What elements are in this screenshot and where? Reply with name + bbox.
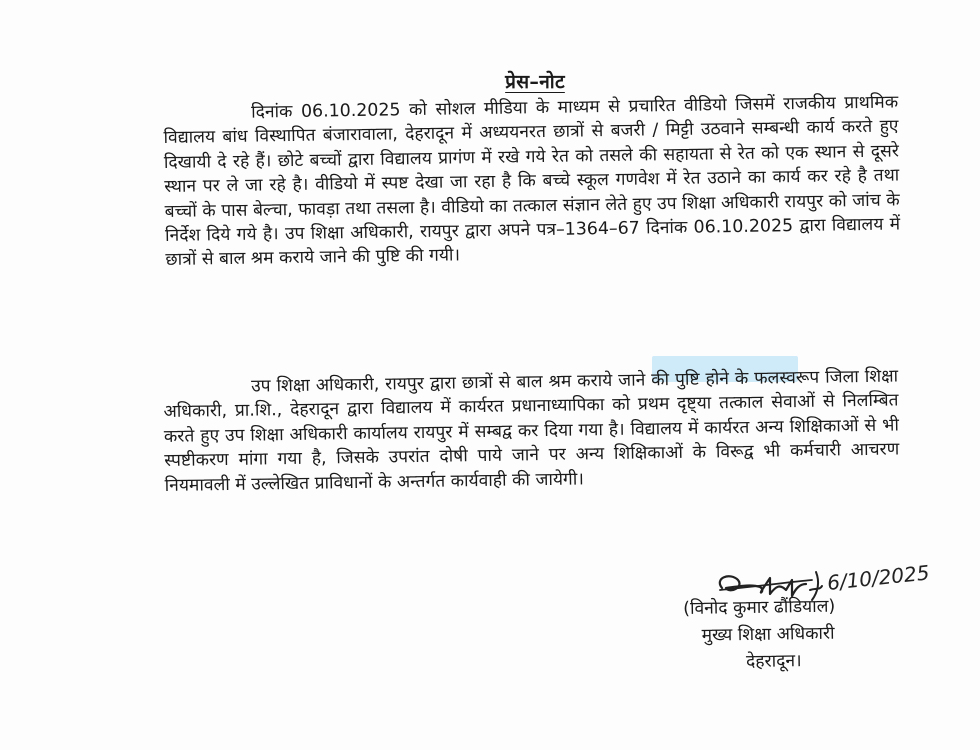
paragraph-1: दिनांक 06.10.2025 को सोशल मीडिया के माध्यम से प्रचारित वीडियो जिसमें राजकीय प्राथमिक विद्यालय बांध विस्थापित बंजारावाला, देहरादून में अध्ययनरत छात्रों से बजरी / मिट्टी उठवाने सम्बन्धी कार्य करते हुए दिखायी दे रहे हैं। छोटे बच्चों द्वारा विद्यालय प्रागंण में रखे गये रेत को तसले की सहायता से रेत को एक स्थान से दूसरे स्थान पर ले जा रहे है। वीडियो में स्पष्ट देखा जा रहा है कि बच्चे स्कूल गणवेश में रेत उठाने का कार्य कर रहे है तथा बच्चों के पास बेल्चा, फावड़ा तथा तसला है। वीडियो का तत्काल संज्ञान लेते हुए उप शिक्षा अधिकारी रायपुर को जांच के निर्देश दिये गये है। उप शिक्षा अधिकारी, रायपुर द्वारा अपने पत्र–1364–67 दिनांक 06.10.2025 द्वारा विद्यालय में छात्रों से बाल श्रम कराये जाने की पुष्टि की गयी। [163,92,901,271]
signatory-place: देहरादून। [745,651,802,673]
signatory-designation: मुख्य शिक्षा अधिकारी [701,623,835,646]
document-title: प्रेस–नोट [505,71,565,93]
signatory-block [683,592,914,677]
paragraph-2: उप शिक्षा अधिकारी, रायपुर द्वारा छात्रों से बाल श्रम कराये जाने की पुष्टि होने के फलस्वरूप जिला शिक्षा अधिकारी, प्रा.शि., देहरादून द्वारा विद्यालय में कार्यरत प्रधानाध्यापिका को प्रथम दृष्ट्या तत्काल सेवाओं से निलम्बित करते हुए उप शिक्षा अधिकारी कार्यालय रायपुर में सम्बद्व कर दिया गया है। विद्यालय में कार्यरत अन्य शिक्षिकाओं से भी स्पष्टीकरण मांगा गया है, जिसके उपरांत दोषी पाये जाने पर अन्य शिक्षिकाओं के विरूद्व भी कर्मचारी आचरण नियमावली में उल्लेखित प्राविधानों के अन्तर्गत कार्यवाही की जायेगी। [163,366,900,496]
signatory-name: (विनोद कुमार ढौंडियाल) [683,596,836,619]
signature-date: 6/10/2025 [826,560,931,595]
